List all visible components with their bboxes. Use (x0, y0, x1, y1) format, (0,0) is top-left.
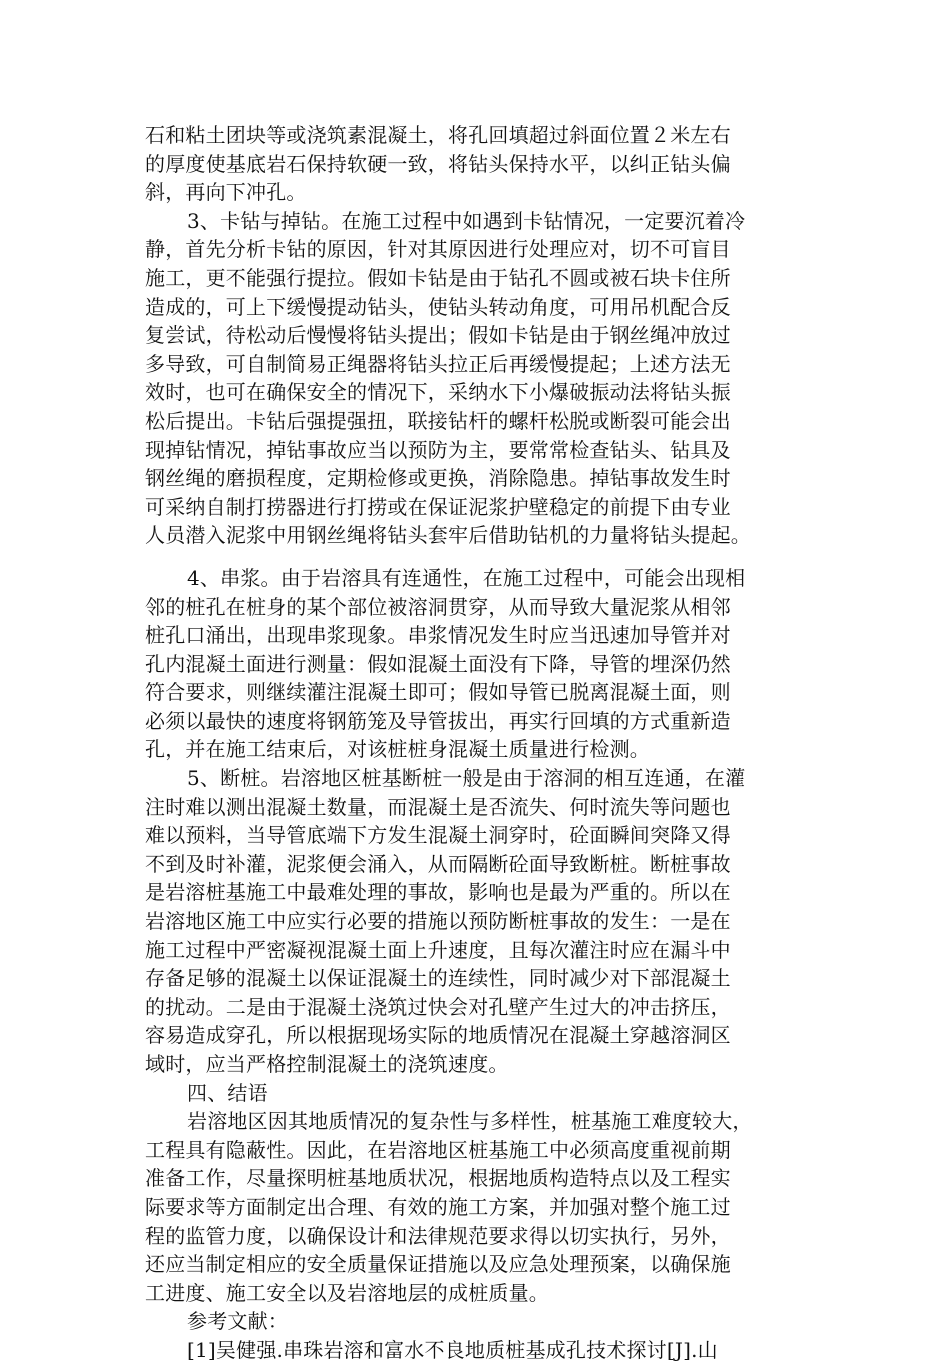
text-line: 工进度、施工安全以及岩溶地层的成桩质量。 (145, 1280, 549, 1305)
text-line: 岩溶地区施工中应实行必要的措施以预防断桩事故的发生：一是在 (145, 909, 731, 934)
text-line: 静，首先分析卡钻的原因，针对其原因进行处理应对，切不可盲目 (145, 237, 731, 262)
paragraph-gap (145, 550, 807, 564)
text-line: 还应当制定相应的安全质量保证措施以及应急处理预案，以确保施 (145, 1252, 731, 1277)
text-line: 容易造成穿孔，所以根据现场实际的地质情况在混凝土穿越溶洞区 (145, 1023, 731, 1048)
text-line: 可采纳自制打捞器进行打捞或在保证泥浆护壁稳定的前提下由专业 (145, 494, 731, 519)
text-line: 斜，再向下冲孔。 (145, 180, 307, 205)
text-line: 难以预料，当导管底端下方发生混凝土洞穿时，砼面瞬间突降又得 (145, 823, 731, 848)
text-line: 程的监管力度，以确保设计和法律规范要求得以切实执行，另外， (145, 1223, 731, 1248)
text-line: 孔，并在施工结束后，对该桩桩身混凝土质量进行检测。 (145, 737, 650, 762)
text-line: 必须以最快的速度将钢筋笼及导管拔出，再实行回填的方式重新造 (145, 708, 731, 733)
text-line: 石和粘土团块等或浇筑素混凝土，将孔回填超过斜面位置２米左右 (145, 123, 731, 147)
text-line: 邻的桩孔在桩身的某个部位被溶洞贯穿，从而导致大量泥浆从相邻 (145, 594, 731, 619)
text-line: 3、卡钻与掉钻。在施工过程中如遇到卡钻情况，一定要沉着冷 (187, 208, 746, 233)
reference-1 (145, 1336, 807, 1365)
para-conclusion (145, 1107, 807, 1307)
text-line: 桩孔口涌出，出现串浆现象。串浆情况发生时应当迅速加导管并对 (145, 623, 731, 648)
text-line: 符合要求，则继续灌注混凝土即可；假如导管已脱离混凝土面，则 (145, 680, 731, 705)
text-line: 注时难以测出混凝土数量，而混凝土是否流失、何时流失等问题也 (145, 794, 731, 819)
text-line: 施工，更不能强行提拉。假如卡钻是由于钻孔不圆或被石块卡住所 (145, 265, 731, 290)
text-line: 的扰动。二是由于混凝土浇筑过快会对孔壁产生过大的冲击挤压， (145, 994, 731, 1019)
text-line: [1]吴健强.串珠岩溶和富水不良地质桩基成孔技术探讨[J].山 (187, 1337, 718, 1362)
text-line: 多导致，可自制简易正绳器将钻头拉正后再缓慢提起；上述方法无 (145, 351, 731, 376)
text-line: 人员潜入泥浆中用钢丝绳将钻头套牢后借助钻机的力量将钻头提起。 (145, 523, 751, 548)
text-line: 4、串浆。由于岩溶具有连通性，在施工过程中，可能会出现相 (187, 565, 746, 590)
heading-references (145, 1307, 807, 1336)
text-line: 际要求等方面制定出合理、有效的施工方案，并加强对整个施工过 (145, 1194, 731, 1219)
text-line: 工程具有隐蔽性。因此，在岩溶地区桩基施工中必须高度重视前期 (145, 1137, 731, 1162)
heading-conclusion (145, 1079, 807, 1108)
document-page (145, 121, 807, 1365)
text-line: 施工过程中严密凝视混凝土面上升速度，且每次灌注时应在漏斗中 (145, 937, 731, 962)
para-filling-continued (145, 121, 807, 207)
text-line: 钢丝绳的磨损程度，定期检修或更换，消除隐患。掉钻事故发生时 (145, 466, 731, 491)
text-line: 是岩溶桩基施工中最难处理的事故，影响也是最为严重的。所以在 (145, 880, 731, 905)
text-line: 不到及时补灌，泥浆便会涌入，从而隔断砼面导致断桩。断桩事故 (145, 851, 731, 876)
text-line: 四、结语 (187, 1080, 268, 1105)
text-line: 造成的，可上下缓慢提动钻头，使钻头转动角度，可用吊机配合反 (145, 294, 731, 319)
text-line: 岩溶地区因其地质情况的复杂性与多样性，桩基施工难度较大， (187, 1109, 753, 1134)
text-line: 5、断桩。岩溶地区桩基断桩一般是由于溶洞的相互连通，在灌 (187, 766, 746, 791)
text-line: 域时，应当严格控制混凝土的浇筑速度。 (145, 1052, 509, 1076)
text-line: 准备工作，尽量探明桩基地质状况，根据地质构造特点以及工程实 (145, 1166, 731, 1191)
text-line: 松后提出。卡钻后强提强扭，联接钻杆的螺杆松脱或断裂可能会出 (145, 408, 731, 433)
para-slurry-leak (145, 564, 807, 764)
text-line: 的厚度使基底岩石保持软硬一致，将钻头保持水平，以纠正钻头偏 (145, 151, 731, 176)
text-line: 存备足够的混凝土以保证混凝土的连续性，同时减少对下部混凝土 (145, 966, 731, 991)
text-line: 参考文献： (187, 1309, 288, 1334)
text-line: 孔内混凝土面进行测量：假如混凝土面没有下降，导管的埋深仍然 (145, 651, 731, 676)
text-line: 现掉钻情况，掉钻事故应当以预防为主，要常常检查钻头、钻具及 (145, 437, 731, 462)
text-line: 效时，也可在确保安全的情况下，采纳水下小爆破振动法将钻头振 (145, 380, 731, 405)
para-stuck-drill (145, 207, 807, 550)
para-broken-pile (145, 764, 807, 1079)
text-line: 复尝试，待松动后慢慢将钻头提出；假如卡钻是由于钢丝绳冲放过 (145, 323, 731, 348)
